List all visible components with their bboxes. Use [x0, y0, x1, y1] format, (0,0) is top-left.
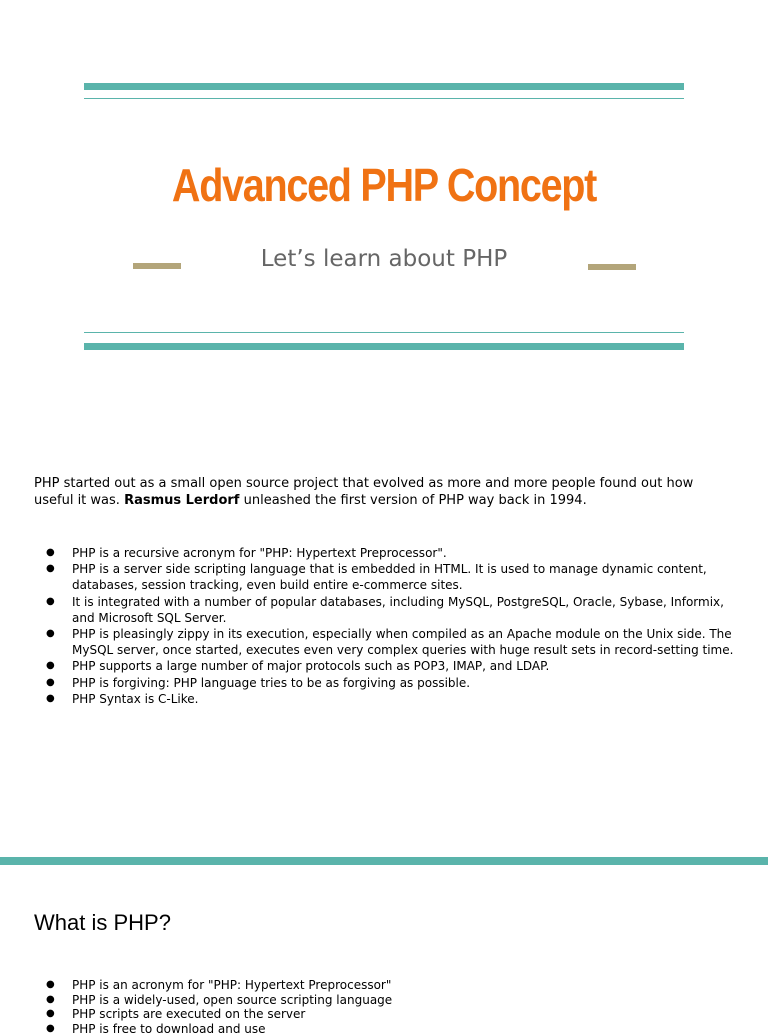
- bottom-thin-rule: [84, 332, 684, 333]
- top-thin-rule: [84, 98, 684, 99]
- bullet-icon: ●: [46, 594, 55, 610]
- list-item-text: PHP supports a large number of major protocols such as POP3, IMAP, and LDAP.: [72, 659, 549, 673]
- slide-title: Advanced PHP Concept: [54, 158, 714, 212]
- list-item: [34, 993, 734, 1008]
- intro-bold-name: Rasmus Lerdorf: [124, 493, 239, 508]
- list-item-text: PHP Syntax is C-Like.: [72, 692, 198, 706]
- bottom-thick-rule: [84, 343, 684, 350]
- right-dash-decoration: [588, 264, 636, 270]
- list-item-text: PHP is free to download and use: [72, 1022, 266, 1036]
- intro-paragraph: [34, 476, 734, 509]
- list-item-text: PHP is a server side scripting language that is embedded in HTML. It is used to manage dynamic content, databases, session tracking, even build entire e-commerce sites.: [72, 562, 707, 592]
- section-divider-bar: [0, 857, 768, 865]
- list-item-text: PHP is an acronym for "PHP: Hypertext Preprocessor": [72, 978, 391, 992]
- list-item: [34, 691, 734, 707]
- list-item: [34, 658, 734, 674]
- list-item-text: PHP is forgiving: PHP language tries to be as forgiving as possible.: [72, 676, 470, 690]
- slide-subtitle: Let’s learn about PHP: [0, 246, 768, 272]
- list-item-text: PHP scripts are executed on the server: [72, 1007, 305, 1021]
- section-heading: What is PHP?: [34, 910, 171, 936]
- list-item: [34, 1007, 734, 1022]
- bullet-icon: ●: [46, 1022, 55, 1036]
- list-item-text: It is integrated with a number of popular databases, including MySQL, PostgreSQL, Oracle, Sybase, Informix, and Microsoft SQL Server.: [72, 595, 724, 625]
- intro-text-end: unleashed the first version of PHP way back in 1994.: [239, 493, 586, 508]
- list-item: [34, 561, 734, 593]
- bullet-icon: ●: [46, 658, 55, 674]
- bullet-icon: ●: [46, 675, 55, 691]
- list-item-text: PHP is a recursive acronym for "PHP: Hypertext Preprocessor".: [72, 546, 447, 560]
- bullet-icon: ●: [46, 1007, 55, 1022]
- list-item: [34, 675, 734, 691]
- list-item: [34, 594, 734, 626]
- top-thick-rule: [84, 83, 684, 90]
- bullet-icon: ●: [46, 545, 55, 561]
- intro-text-start: PHP started out as a small open source project that evolved as more and more people found out how useful it was.: [34, 476, 693, 508]
- bullet-icon: ●: [46, 993, 55, 1008]
- bullet-icon: ●: [46, 626, 55, 642]
- bullet-icon: ●: [46, 691, 55, 707]
- list-item: [34, 978, 734, 993]
- list-item: [34, 626, 734, 658]
- feature-list: [34, 545, 734, 707]
- list-item: [34, 545, 734, 561]
- list-item-text: PHP is a widely-used, open source scripting language: [72, 993, 392, 1007]
- bullet-icon: ●: [46, 561, 55, 577]
- what-is-php-list: [34, 978, 734, 1036]
- bullet-icon: ●: [46, 978, 55, 993]
- list-item-text: PHP is pleasingly zippy in its execution, especially when compiled as an Apache module on the Unix side. The MySQL server, once started, executes even very complex queries with huge result sets in record-setting time.: [72, 627, 733, 657]
